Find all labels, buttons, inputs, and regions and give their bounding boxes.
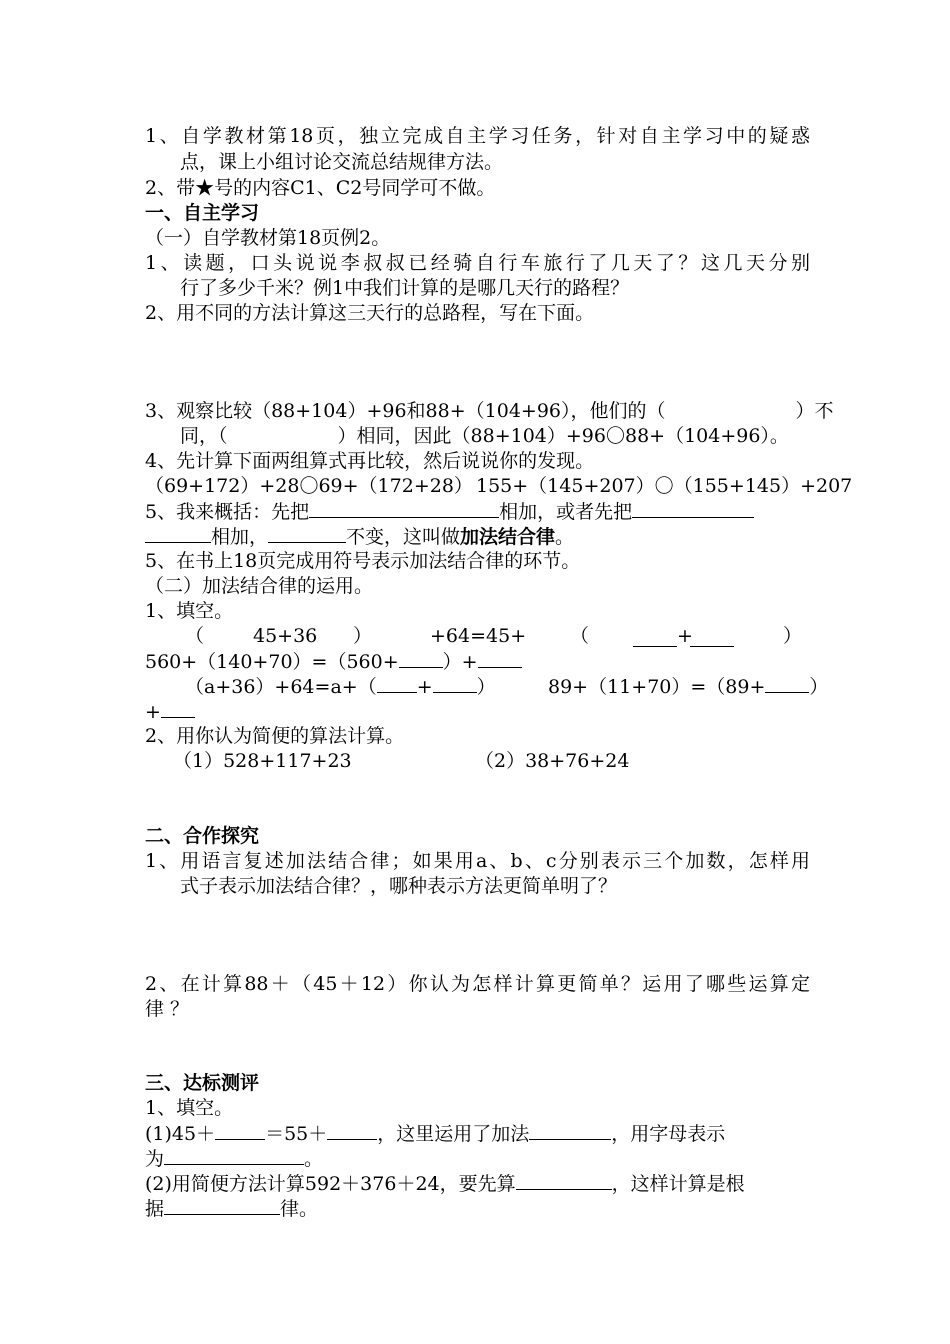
section-2-title: 二、合作探究 [145, 825, 260, 847]
f1-expr: 45+36 [253, 625, 318, 647]
p1a-text-3: ，这里运用了加法 [377, 1123, 530, 1145]
s1-question-1a: 1、读题，口头说说李叔叔已经骑自行车旅行了几天了？这几天分别 [145, 252, 810, 274]
s3-problem-1a [145, 1121, 810, 1145]
s1-question-1b: 行了多少千米？例1中我们计算的是哪几天行的路程？ [180, 277, 630, 299]
section-3-title: 三、达标测评 [145, 1072, 260, 1094]
f3-blank-2[interactable] [433, 674, 477, 693]
f4-plus: + [145, 701, 161, 723]
s2-question-1b: 式子表示加法结合律？，哪种表示方法更简单明了？ [180, 875, 618, 897]
s2-question-2a: 2、在计算88＋（45＋12）你认为怎样计算更简单？运用了哪些运算定 [145, 973, 810, 995]
p1a-blank-2[interactable] [327, 1121, 377, 1140]
q5b-end: 。 [555, 526, 575, 548]
q3a-end: ）不 [795, 400, 834, 422]
p2b-end: 律。 [280, 1198, 319, 1220]
s1-calc-items [145, 749, 810, 773]
f3-paren-close-2: ） [809, 676, 829, 698]
p1b-text-1: 为 [145, 1148, 165, 1170]
s2-question-1a: 1、用语言复述加法结合律；如果用a、b、c分别表示三个加数，怎样用 [145, 850, 810, 872]
fill-row-2 [145, 649, 810, 673]
p2a-blank[interactable] [516, 1171, 612, 1190]
q3a-text: 3、观察比较（88+104）+96和88+（104+96），他们的（ [145, 400, 666, 422]
f3-text: （a+36）+64=a+（ [185, 676, 377, 698]
p1a-text-1: (1)45＋ [145, 1123, 216, 1145]
intro-line-2: 点，课上小组讨论交流总结规律方法。 [180, 151, 504, 173]
s2-question-2b: 律 ？ [145, 998, 190, 1020]
f1-paren-open-2: （ [570, 625, 590, 647]
f3-blank-1[interactable] [377, 674, 417, 693]
p1a-blank-3[interactable] [529, 1121, 611, 1140]
p1a-text-4: ，用字母表示 [611, 1123, 726, 1145]
q5b-text-1: 相加， [211, 526, 269, 548]
calc-item-1: （1）528+117+23 [173, 750, 352, 772]
q4-expr-2: 155+（145+207）〇（155+145）+207 [476, 475, 853, 497]
f2-blank-1[interactable] [399, 649, 443, 668]
q3b-end: ）相同，因此（88+104）+96〇88+（104+96）。 [337, 425, 789, 447]
f2-blank-2[interactable] [478, 649, 522, 668]
s1-question-6: 5、在书上18页完成用符号表示加法结合律的环节。 [145, 550, 581, 572]
p1b-end: 。 [304, 1148, 324, 1170]
s1-question-5b [145, 524, 810, 548]
p1a-blank-1[interactable] [215, 1121, 265, 1140]
q5a-blank-2[interactable] [632, 499, 754, 518]
p2a-text: (2)用简便方法计算592＋376＋24，要先算 [145, 1173, 516, 1195]
f3-blank-3[interactable] [765, 674, 809, 693]
q3b-text: 同，（ [180, 425, 228, 447]
s1-fill-title: 1、填空。 [145, 600, 234, 622]
q5a-blank-1[interactable] [309, 499, 499, 518]
fill-row-1 [145, 624, 810, 648]
intro-line-1: 1、自学教材第18页，独立完成自主学习任务，针对自主学习中的疑惑 [145, 125, 810, 147]
q4-expr-1: （69+172）+28〇69+（172+28） [145, 475, 473, 497]
s1-question-3b [180, 424, 845, 448]
f1-paren-close: ） [353, 625, 373, 647]
subsection-1-title: （一）自学教材第18页例2。 [145, 227, 391, 249]
f2-text: 560+（140+70）=（560+ [145, 651, 399, 673]
s1-question-4: 4、先计算下面两组算式再比较，然后说说你的发现。 [145, 450, 595, 472]
subsection-2-title: （二）加法结合律的运用。 [145, 575, 374, 597]
q5b-term: 加法结合律 [460, 526, 556, 548]
p1a-text-2: ＝55＋ [265, 1123, 328, 1145]
s1-question-4-exprs [145, 474, 853, 498]
f3-paren-close: ） [476, 676, 496, 698]
p1b-blank[interactable] [164, 1146, 304, 1165]
f1-blank-1[interactable] [633, 628, 677, 647]
s1-question-5a [145, 499, 810, 523]
f1-paren-close-2: ） [783, 625, 803, 647]
s1-question-2: 2、用不同的方法计算这三天行的总路程，写在下面。 [145, 302, 595, 324]
q5a-mid: 相加，或者先把 [499, 501, 633, 523]
f1-plus: + [677, 625, 693, 647]
f2-end: ）+ [442, 651, 478, 673]
q5b-blank-1[interactable] [145, 524, 211, 543]
q5b-blank-2[interactable] [268, 524, 346, 543]
s3-problem-2a [145, 1171, 810, 1195]
section-1-title: 一、自主学习 [145, 202, 260, 224]
f3-plus: + [416, 676, 433, 698]
f1-paren-open: （ [185, 625, 205, 647]
p2b-blank[interactable] [164, 1196, 280, 1215]
fill-row-3 [145, 674, 829, 698]
p2a-end: ，这样计算是根 [611, 1173, 745, 1195]
p2b-text: 据 [145, 1198, 165, 1220]
f1-sum: +64=45+ [430, 625, 527, 647]
s3-problem-2b [145, 1196, 810, 1220]
s3-fill-title: 1、填空。 [145, 1097, 234, 1119]
f4-blank[interactable] [161, 699, 195, 718]
q5b-text-2: 不变，这叫做 [346, 526, 461, 548]
s3-problem-1b [145, 1146, 810, 1170]
s1-calc-title: 2、用你认为简便的算法计算。 [145, 725, 405, 747]
fill-row-4 [145, 699, 810, 723]
q5a-text: 5、我来概括：先把 [145, 501, 310, 523]
intro-line-3: 2、带★号的内容C1、C2号同学可不做。 [145, 177, 496, 199]
calc-item-2: （2）38+76+24 [475, 750, 630, 772]
f3-text-2: 89+（11+70）=（89+ [548, 676, 766, 698]
f1-blank-2[interactable] [690, 628, 734, 647]
s1-question-3a [145, 399, 834, 423]
